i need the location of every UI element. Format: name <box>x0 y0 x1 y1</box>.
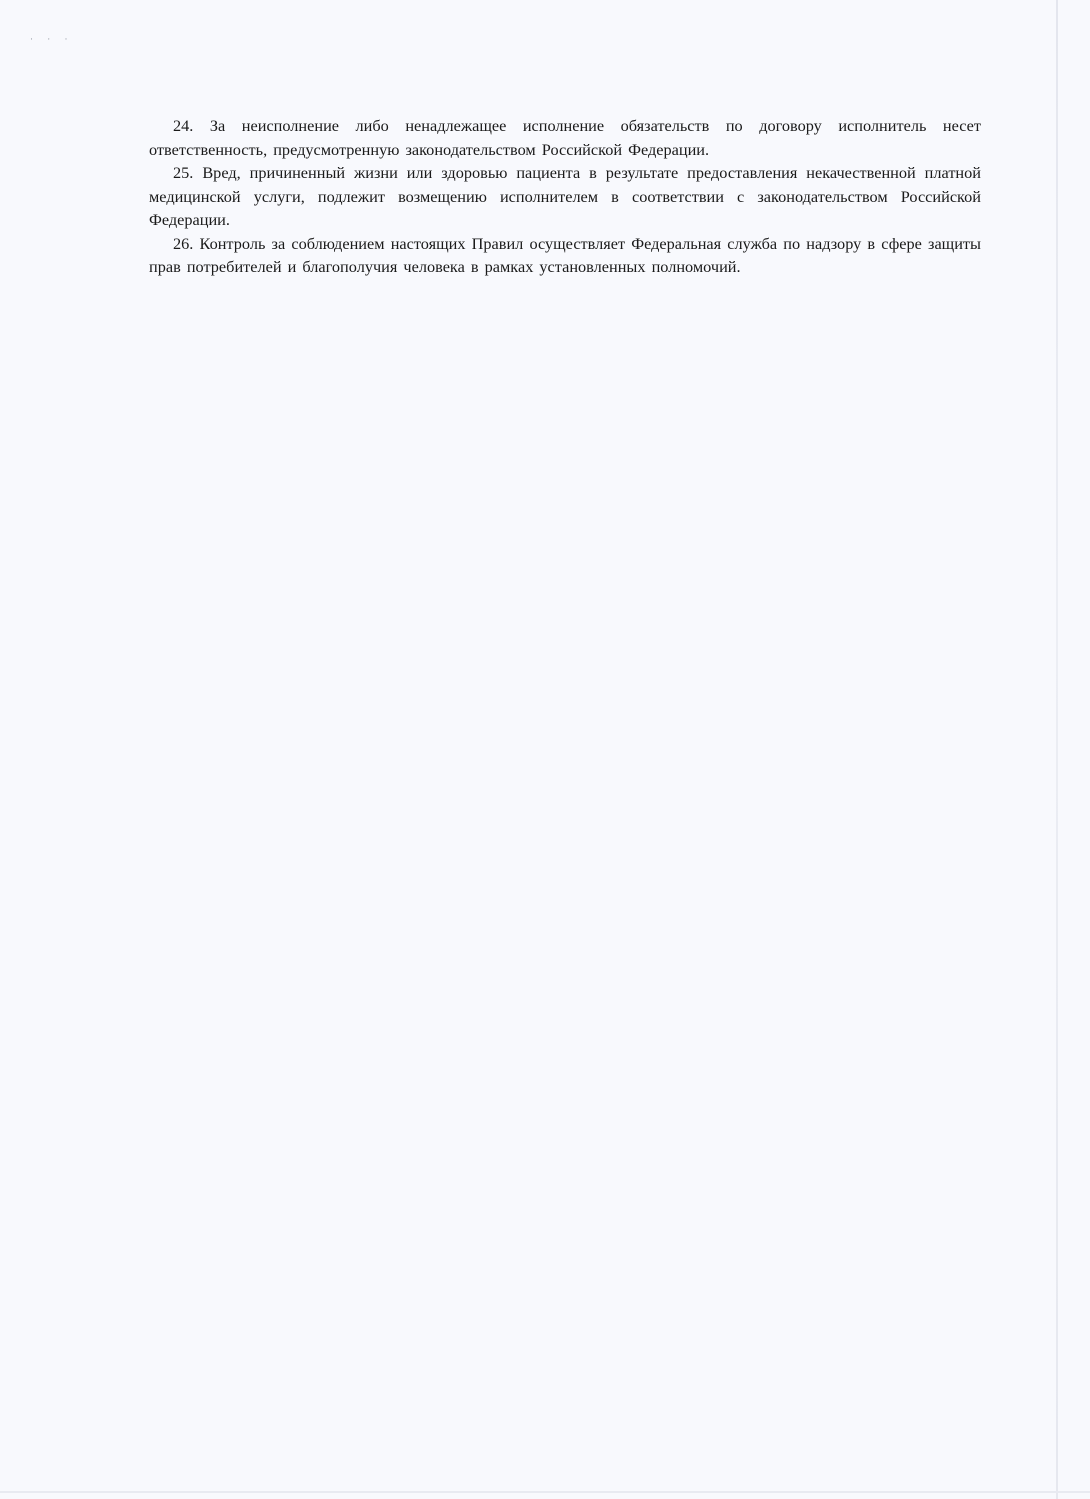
page-edge-shadow <box>1056 0 1058 1499</box>
document-body <box>149 114 981 279</box>
paragraph-25 <box>149 161 981 232</box>
paragraph-number: 25. <box>173 163 194 182</box>
scan-specks: · · · <box>30 34 74 44</box>
paragraph-24 <box>149 114 981 161</box>
paragraph-text: Контроль за соблюдением настоящих Правил осуществляет Федеральная служба по надзору в сфере защиты прав потребителей и благополучия человека в рамках установленных полномочий. <box>149 233 981 276</box>
paragraph-text: За неисполнение либо ненадлежащее исполнение обязательств по договору исполнитель несет ответственность, предусмотренную законодательством Российской Федерации. <box>149 116 981 159</box>
paragraph-number: 24. <box>173 116 194 135</box>
paragraph-number: 26. <box>173 233 194 253</box>
paragraph-text: Вред, причиненный жизни или здоровью пациента в результате предоставления некачественной платной медицинской услуги, подлежит возмещению исполнителем в соответствии с законодательством Российской Федерации. <box>149 163 981 229</box>
page-bottom-edge <box>0 1491 1090 1493</box>
paragraph-26 <box>149 232 981 279</box>
